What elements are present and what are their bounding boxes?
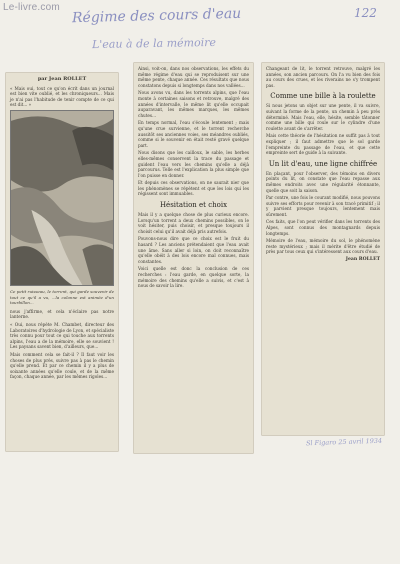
body-paragraph: Mémoire de l'eau, mémoire du sol, le phénomène reste mystérieux ; mais il mérite d'être étudié de près par tous ceux qui s'intéressent aux cours d'eau. xyxy=(266,238,380,255)
torrent-photo xyxy=(10,110,114,286)
clipping-column-3 xyxy=(262,63,384,435)
body-paragraph: Mais il y a quelque chose de plus curieux encore. Lorsqu'un torrent a deux chemins possibles, on le voit hésiter, puis choisir, et presque toujours il choisit celui qu'il avait déjà pris autrefois. xyxy=(138,212,249,234)
body-paragraph: Ces faits, que l'on peut vérifier dans les torrents des Alpes, sont connus des montagnards depuis longtemps. xyxy=(266,219,380,236)
body-paragraph: Mais comment cela se fait-il ? Il faut voir les choses de plus près, suivre pas à pas le chemin qu'elle prend. Et par ce chemin il y a plus de soixante années qu'elle coule, et de la même façon, chaque année, par les mêmes rigoles... xyxy=(10,351,114,380)
page-number: 122 xyxy=(354,6,377,20)
body-paragraph: nous j'affirme, et cela n'éclaire pas notre lanterne. xyxy=(10,308,114,320)
body-paragraph: Si nous jetons un objet sur une pente, il va suivre, suivant la forme de la pente, un chemin à peu près déterminé. Mais l'eau, elle, hésite, semble tâtonner comme une bille qui roule sur le cylindre d'une roulette avant de s'arrêter. xyxy=(266,103,380,131)
handwritten-subtitle: L'eau à de la mémoire xyxy=(91,35,217,52)
photo-caption: Ce petit ruisseau, le torrent, qui garde souvenir de tout ce qu'il a vu, ...la colonne est animée d'un tourbillon... xyxy=(10,288,114,306)
watermark: Le-livre.com xyxy=(3,2,60,13)
body-paragraph: « Oui, nous répète M. Chambet, directeur des Laboratoires d'hydrologie de Lyon, et spécialiste très connu pour tout ce qui touche aux torrents alpins, l'eau a de la mémoire, elle se souvient ! Les paysans savent bien, d'ailleurs, que... xyxy=(10,321,114,350)
clipping-column-2 xyxy=(134,63,253,453)
clipping-column-1 xyxy=(6,73,118,451)
author-signature: Jean ROLLET xyxy=(345,257,380,263)
body-paragraph: Et depuis ces observations, on ne saurait nier que les phénomènes se répètent et que les lois qui les régissent sont immuables. xyxy=(138,180,249,197)
body-paragraph: Pouvons-nous dire que ce choix est le fruit du hasard ? Les anciens prétendaient que l'eau avait une âme. Sans aller si loin, on doit reconnaître qu'elle obéit à des lois encore mal connues, mais constantes. xyxy=(138,236,249,264)
body-paragraph: En plaçant, pour l'observer, des témoins en divers points du lit, on constate que l'eau repasse aux mêmes endroits avec une régularité étonnante, quelle que soit la saison. xyxy=(266,170,380,193)
body-paragraph: Ainsi, voit-on, dans nos observations, les effets du même régime d'eau qui se reproduisent sur une même pente, chaque année. Ces résultats que nous constatons depuis si longtemps dans nos vallées... xyxy=(138,66,249,88)
section-heading: Hésitation et choix xyxy=(159,201,228,210)
body-paragraph: Voici quelle est donc la conclusion de ces recherches : l'eau garde, en quelque sorte, la mémoire des chemins qu'elle a suivis, et c'est à nous de savoir la lire. xyxy=(138,266,249,289)
intro-paragraph: « Mais oui, tout ce qu'on écrit dans un journal est bien vite oublié, et les chroniqueurs... Mais je n'ai pas l'habitude de tenir compte de ce qui est dit... » xyxy=(10,85,114,108)
body-paragraph: Par contre, une fois le courant modifié, nous pouvons suivre ses efforts pour revenir à son tracé primitif ; il y parvient presque toujours, lentement mais sûrement. xyxy=(266,195,380,217)
section-heading: Un lit d'eau, une ligne chiffrée xyxy=(268,159,378,168)
handwritten-title: Régime des cours d'eau xyxy=(71,5,242,27)
intro-paragraph: Changeant de lit, le torrent retrouve, malgré les années, son ancien parcours. On l'a vu bien des fois au cours des crues, et les riverains ne s'y trompent pas. xyxy=(266,66,380,88)
body-paragraph: En temps normal, l'eau s'écoule lentement ; mais qu'une crue survienne, et le torrent recherche aussitôt ses anciennes voies, ses méandres oubliés, comme si le souvenir en était resté gravé quelque part. xyxy=(138,120,249,148)
body-paragraph: Nous avons vu, dans les torrents alpins, que l'eau monte à certaines saisons et retrouve, malgré des années d'intervalle, le même lit qu'elle occupait auparavant, les mêmes marques, les mêmes chutes... xyxy=(138,90,249,118)
author-byline: par Jean ROLLET xyxy=(37,76,87,82)
section-heading: Comme une bille à la roulette xyxy=(270,92,376,101)
body-paragraph: Nous disons que les cailloux, le sable, les herbes elles-mêmes conservent la trace du passage et guident l'eau vers les chemins qu'elle a déjà parcourus. Telle est l'explication la plus simple que l'on puisse en donner. xyxy=(138,150,249,178)
body-paragraph: Mais cette théorie de l'hésitation ne suffit pas à tout expliquer ; il faut admettre que le sol garde l'empreinte du passage de l'eau, et que cette empreinte sert de guide à la suivante. xyxy=(266,133,380,156)
handwritten-date-note: Sl Figaro 25 avril 1934 xyxy=(305,436,383,448)
